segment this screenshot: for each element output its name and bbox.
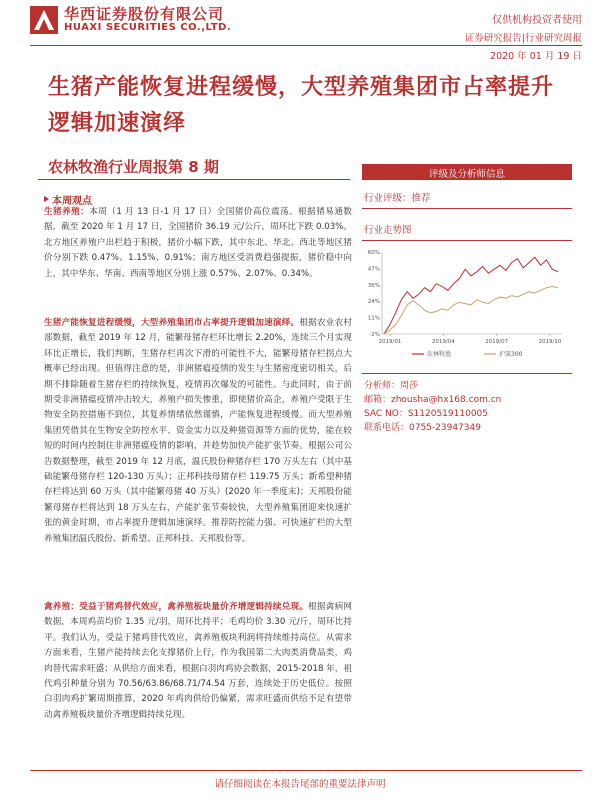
report-date: 2020 年 01 月 19 日: [490, 51, 582, 62]
rating-divider: [362, 208, 572, 209]
chart-legend: [412, 350, 523, 358]
triangle-bullet-icon: [44, 196, 49, 202]
y-tick-label: 36%: [367, 282, 380, 289]
y-tick-label: 60%: [367, 250, 380, 256]
footer-divider: [30, 770, 582, 771]
analyst-name: 分析师：周莎: [364, 381, 419, 391]
subtitle-divider: [38, 179, 350, 180]
paragraph-body: 根据禽病网数据，本周鸡苗均价 1.35 元/羽，周环比持平；毛鸡均价 3.30 元/斤，周环比持平。我们认为，受益于猪鸡替代效应，禽养殖板块利润将持续维持高位。从需求方面来看，生猪产能持续去化支撑猪价上行，作为我国第二大肉类消费品类，鸡肉替代需求旺盛；从供给方面来看，根据白羽肉鸡协会数据，2015-2018 年，祖代鸡引种量分别为 70.56/63.86/68.71/74.54 万套，连续处于历史低位。按照白羽肉鸡扩繁周期推算，2020 年鸡肉供给仍偏紧，需求旺盛而供给不足有望带动禽养殖板块量价齐增逻辑持续兑现。: [44, 602, 352, 720]
paragraph-lead: 生猪产能恢复进程缓慢，大型养殖集团市占率提升逻辑加速演绎。: [44, 318, 300, 328]
x-tick-label: 2019/04: [431, 339, 455, 345]
y-tick-label: 11%: [367, 315, 380, 322]
series-line-agri: [384, 257, 558, 334]
chart-divider: [362, 240, 572, 241]
paragraph-lead: 禽养殖：受益于猪鸡替代效应，禽养殖板块量价齐增逻辑持续兑现。: [44, 602, 309, 612]
paragraph-body: 本周（1 月 13 日-1 月 17 日）全国猪价高位震荡。根据猪易通数据，截至 2020 年 1 月 17 日，全国猪价 36.19 元/公斤，周环比下跌 0.03%。北方地区养殖户出栏趋于积极，猪价小幅下跌，其中东北、华北、西北等地区猪价分别下跌 0.47%、1.15%、0.91%；南方地区受消费趋强提振，猪价稳中向上，其中华东、华南、西南等地区分别上涨 0.57%、2.07%、0.34%。: [44, 207, 352, 279]
analyst-sac: SAC NO：S1120519110005: [364, 409, 488, 419]
legend-label: 沪深300: [499, 351, 523, 358]
analyst-phone: 联系电话：0755-23947349: [364, 423, 481, 433]
audience-note: 仅供机构投资者使用: [492, 15, 582, 26]
y-tick-label: -2%: [369, 332, 380, 338]
chart-x-labels: [379, 334, 562, 345]
paragraph-lead: 生猪养殖：: [44, 207, 90, 217]
section-heading: 本周观点: [52, 196, 92, 207]
paragraph-body: 根据农业农村部数据，截至 2019 年 12 月，能繁母猪存栏环比增长 2.20%，连续三个月实现环比正增长，我们判断，生猪存栏再次下滑的可能性不大，能繁母猪存栏拐点大概率已经出现。但值得注意的是，非洲猪瘟疫情的发生与生猪密度密切相关，后期不排除随着生猪存栏的持续恢复，疫情再次爆发的可能性。与此同时，由于前期受非洲猪瘟疫情冲击较大，养殖户损失惨重，即使猪价高企，养殖户受限于生物安全防控措施不到位，其复养情绪依然谨慎，产能恢复进程缓慢。而大型养殖集团凭借其在生物安全防控水平、资金实力以及种猪资源等方面的优势，能在较短的时间内控制住非洲猪瘟疫情的影响，并趁势加快产能扩张节奏。根据公司公告数据整理，截至 2019 年 12 月底，温氏股份种猪存栏 170 万头左右（其中基础能繁母猪存栏 120-130 万头）；正邦科技母猪存栏 119.75 万头；新希望种猪存栏将达到 60 万头（其中能繁母猪 40 万头）(2020 年一季度末)；天邦股份能繁母猪存栏将达到 18 万头左右，产能扩张节奏较快，大型养殖集团迎来快速扩张的黄金时期，市占率提升逻辑加速演绎。推荐防控能力强、可快速扩栏的大型养殖集团温氏股份、新希望、正邦科技、天邦股份等。: [44, 318, 352, 544]
y-tick-label: 24%: [367, 299, 380, 306]
x-tick-label: 2019/07: [485, 339, 509, 345]
industry-trend-chart: [362, 246, 572, 368]
chart-y-labels: [368, 250, 380, 338]
legal-notice: 请仔细阅读在本报告尾部的重要法律声明: [214, 779, 386, 790]
y-tick-label: 47%: [367, 266, 380, 273]
header-divider: [30, 45, 582, 46]
rating-panel-title: 评级及分析师信息: [428, 169, 505, 180]
company-name-cn: 华西证券股份有限公司: [64, 5, 225, 23]
company-name-en: HUAXI SECURITIES CO.,LTD.: [64, 22, 232, 33]
industry-rating: 行业评级：推荐: [364, 193, 431, 204]
analyst-email: 邮箱：zhousha@hx168.com.cn: [364, 395, 502, 405]
legend-label: 农林牧渔: [427, 351, 452, 358]
report-subtitle: 农林牧渔行业周报第 8 期: [48, 158, 219, 176]
chart-title: 行业走势图: [364, 225, 412, 236]
huaxi-logo-icon: [30, 6, 58, 34]
paragraph-capacity: [44, 316, 352, 547]
paragraph-pig-farming: [44, 205, 352, 282]
series-line-hs300: [384, 286, 558, 334]
paragraph-poultry: [44, 600, 352, 723]
analyst-divider: [362, 373, 572, 374]
report-type: 证券研究报告|行业研究周报: [464, 33, 582, 44]
x-tick-label: 2019/10: [538, 339, 562, 345]
chart-series-lines: [384, 257, 558, 334]
report-title: 生猪产能恢复进程缓慢，大型养殖集团市占率提升逻辑加速演绎: [48, 75, 555, 136]
x-tick-label: 2019/01: [378, 339, 402, 345]
